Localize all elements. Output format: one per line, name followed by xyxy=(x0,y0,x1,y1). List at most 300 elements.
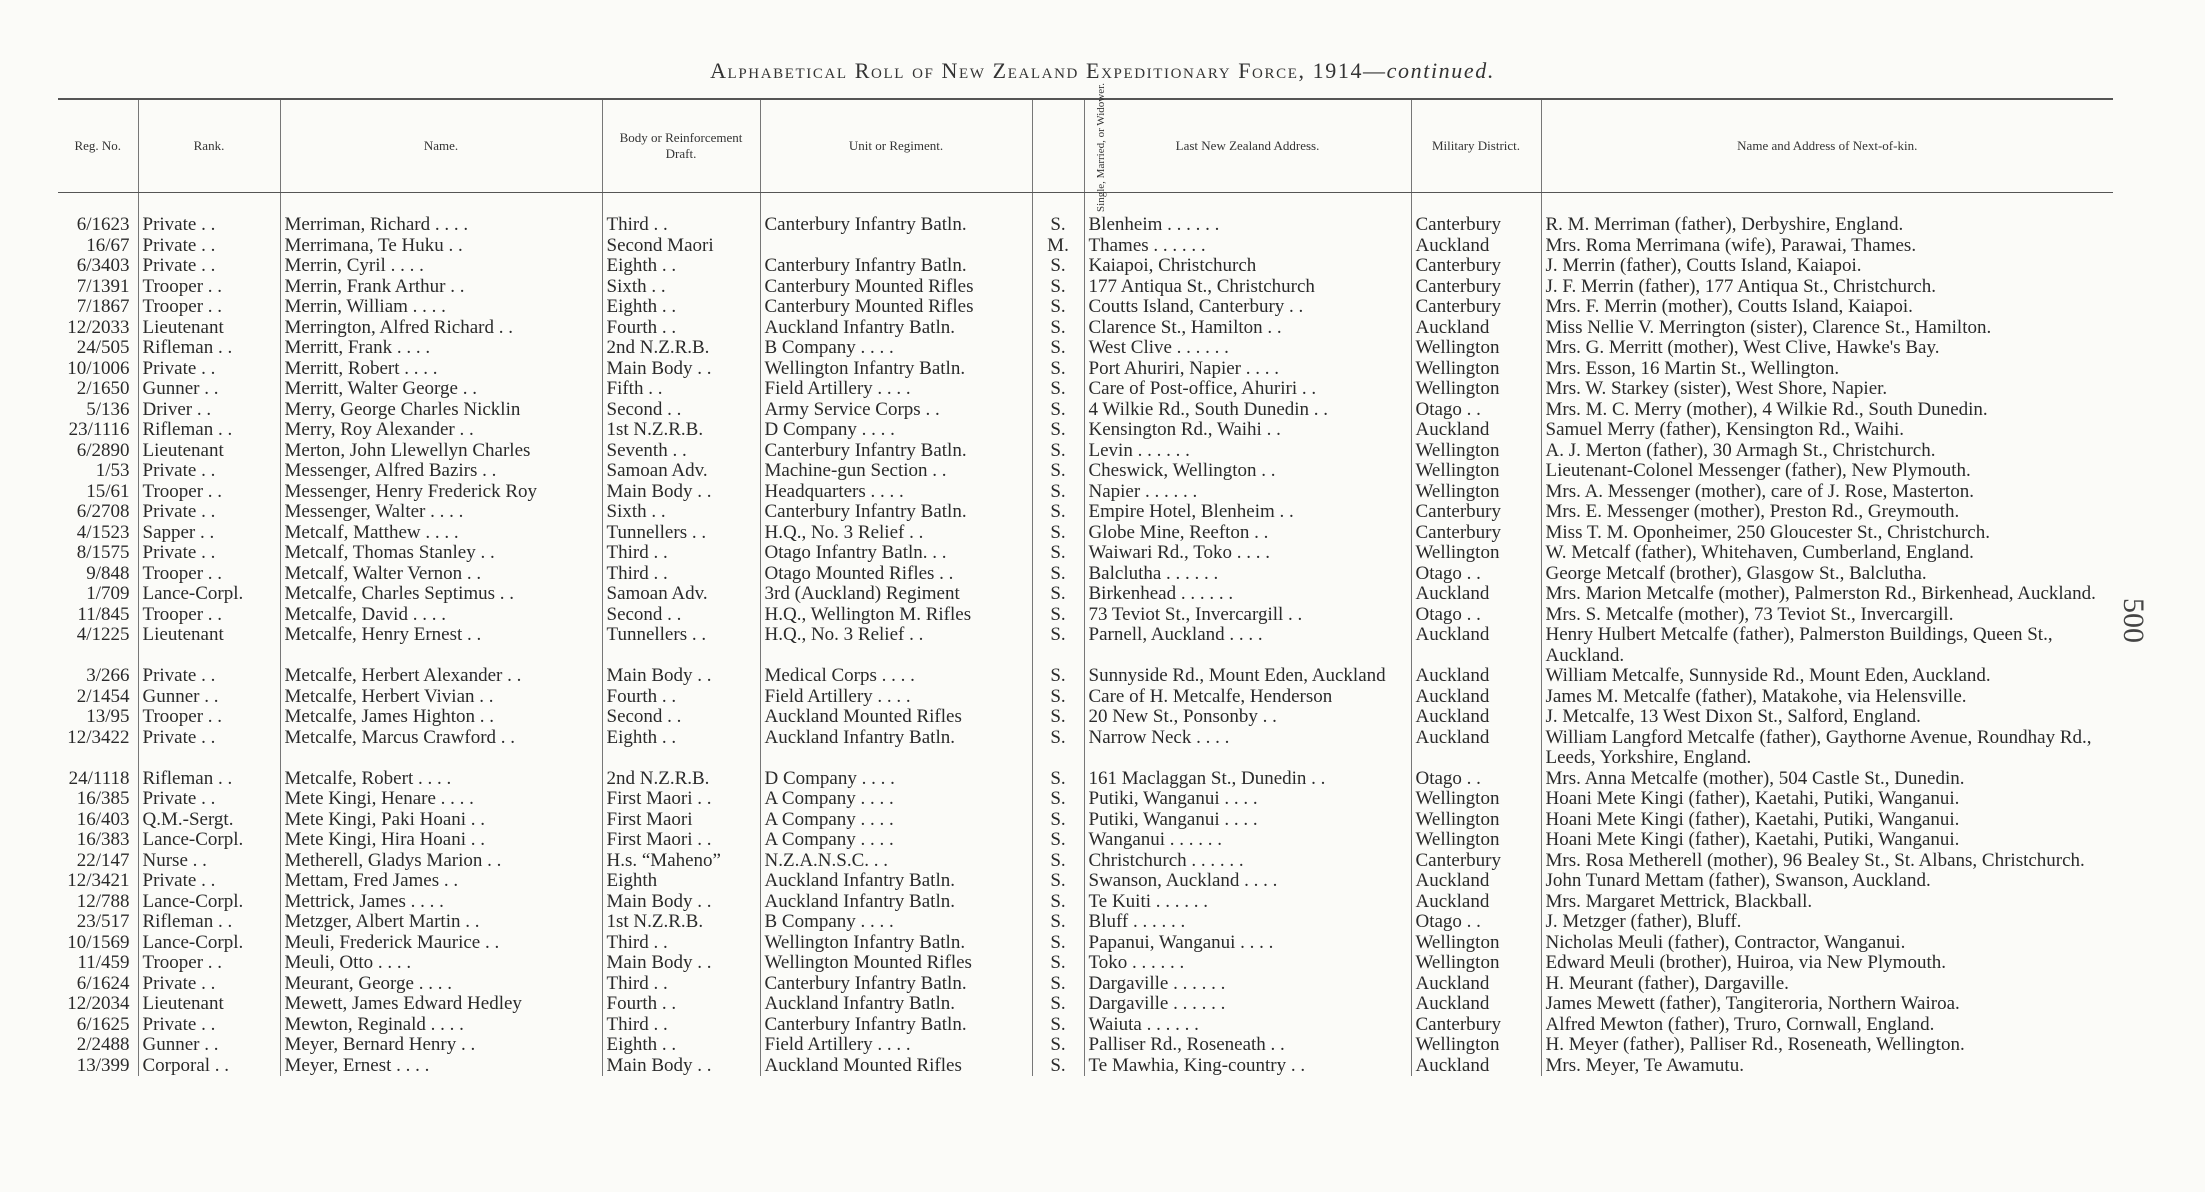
reg-no-cell: 1/53 xyxy=(95,461,130,481)
marital-cell: M. xyxy=(1032,236,1084,257)
unit-cell: Canterbury Mounted Rifles xyxy=(760,297,1032,318)
reg-no-cell: 4/1225 xyxy=(76,625,130,645)
table-row xyxy=(58,810,2113,831)
reg-no-cell: 2/1454 xyxy=(76,686,130,707)
address-cell: 177 Antiqua St., Christchurch xyxy=(1084,277,1411,298)
kin-cell: Mrs. E. Messenger (mother), Preston Rd., Greymouth. xyxy=(1541,502,2113,523)
unit-cell: A Company . . . . xyxy=(760,810,1032,831)
address-cell: Birkenhead . . . . . . xyxy=(1084,584,1411,605)
address-cell: Dargaville . . . . . . xyxy=(1084,994,1411,1015)
kin-cell: William Langford Metcalfe (father), Gaythorne Avenue, Roundhay Rd., Leeds, Yorkshire, England. xyxy=(1541,728,2113,769)
table-row xyxy=(58,584,2113,605)
name-cell: Messenger, Walter . . . . xyxy=(280,502,602,523)
address-cell: Napier . . . . . . xyxy=(1084,482,1411,503)
address-cell: Dargaville . . . . . . xyxy=(1084,974,1411,995)
address-cell: Blenheim . . . . . . xyxy=(1084,193,1411,236)
kin-cell: Mrs. A. Messenger (mother), care of J. Rose, Masterton. xyxy=(1541,482,2113,503)
unit-cell: Otago Mounted Rifles . . xyxy=(760,564,1032,585)
address-cell: 20 New St., Ponsonby . . xyxy=(1084,707,1411,728)
name-cell: Merriman, Richard . . . . xyxy=(280,193,602,236)
rank-cell: Private . . xyxy=(138,359,280,380)
table-row xyxy=(58,994,2113,1015)
district-cell: Auckland xyxy=(1411,892,1541,913)
name-cell: Mete Kingi, Henare . . . . xyxy=(280,789,602,810)
body-cell: First Maori . . xyxy=(602,789,760,810)
kin-cell: Miss Nellie V. Merrington (sister), Clarence St., Hamilton. xyxy=(1541,318,2113,339)
table-row xyxy=(58,974,2113,995)
reg-no-cell: 6/2708 xyxy=(76,502,130,522)
rank-cell: Private . . xyxy=(138,193,280,236)
table-row xyxy=(58,871,2113,892)
marital-cell: S. xyxy=(1032,1015,1084,1036)
district-cell: Canterbury xyxy=(1411,297,1541,318)
name-cell: Mewett, James Edward Hedley xyxy=(280,994,602,1015)
kin-cell: Mrs. S. Metcalfe (mother), 73 Teviot St., Invercargill. xyxy=(1541,605,2113,626)
reg-no-cell: 13/399 xyxy=(76,1055,130,1076)
unit-cell: Auckland Infantry Batln. xyxy=(760,892,1032,913)
rank-cell: Corporal . . xyxy=(138,1056,280,1077)
district-cell: Auckland xyxy=(1411,584,1541,605)
address-cell: Care of Post-office, Ahuriri . . xyxy=(1084,379,1411,400)
reg-no-cell: 2/2488 xyxy=(76,1035,130,1055)
kin-cell: Mrs. Anna Metcalfe (mother), 504 Castle St., Dunedin. xyxy=(1541,769,2113,790)
rank-cell: Lieutenant xyxy=(138,318,280,339)
marital-cell: S. xyxy=(1032,193,1084,236)
district-cell: Wellington xyxy=(1411,830,1541,851)
reg-no-cell: 16/67 xyxy=(86,235,130,256)
rank-cell: Private . . xyxy=(138,666,280,687)
rank-cell: Trooper . . xyxy=(138,953,280,974)
marital-cell: S. xyxy=(1032,871,1084,892)
unit-cell: H.Q., No. 3 Relief . . xyxy=(760,625,1032,666)
body-cell: 1st N.Z.R.B. xyxy=(602,420,760,441)
address-cell: Te Mawhia, King-country . . xyxy=(1084,1056,1411,1077)
unit-cell: 3rd (Auckland) Regiment xyxy=(760,584,1032,605)
kin-cell: J. Merrin (father), Coutts Island, Kaiapoi. xyxy=(1541,256,2113,277)
header-reg-no: Reg. No. xyxy=(58,99,138,193)
marital-cell: S. xyxy=(1032,707,1084,728)
table-row xyxy=(58,789,2113,810)
district-cell: Auckland xyxy=(1411,994,1541,1015)
reg-no-cell: 8/1575 xyxy=(76,543,130,563)
table-row xyxy=(58,502,2113,523)
name-cell: Merrin, William . . . . xyxy=(280,297,602,318)
table-row xyxy=(58,461,2113,482)
unit-cell: Auckland Mounted Rifles xyxy=(760,1056,1032,1077)
body-cell: Fourth . . xyxy=(602,687,760,708)
kin-cell: Lieutenant-Colonel Messenger (father), New Plymouth. xyxy=(1541,461,2113,482)
body-cell: Eighth . . xyxy=(602,728,760,769)
table-row xyxy=(58,379,2113,400)
address-cell: Thames . . . . . . xyxy=(1084,236,1411,257)
marital-cell: S. xyxy=(1032,502,1084,523)
unit-cell: Headquarters . . . . xyxy=(760,482,1032,503)
rank-cell: Private . . xyxy=(138,789,280,810)
header-name: Name. xyxy=(280,99,602,193)
marital-cell: S. xyxy=(1032,974,1084,995)
address-cell: Sunnyside Rd., Mount Eden, Auckland xyxy=(1084,666,1411,687)
unit-cell: D Company . . . . xyxy=(760,769,1032,790)
name-cell: Metcalfe, David . . . . xyxy=(280,605,602,626)
rank-cell: Lieutenant xyxy=(138,441,280,462)
rank-cell: Trooper . . xyxy=(138,564,280,585)
name-cell: Merrimana, Te Huku . . xyxy=(280,236,602,257)
reg-no-cell: 11/459 xyxy=(77,953,130,973)
body-cell: Second . . xyxy=(602,400,760,421)
body-cell: Seventh . . xyxy=(602,441,760,462)
reg-no-cell: 5/136 xyxy=(86,399,130,420)
marital-cell: S. xyxy=(1032,953,1084,974)
unit-cell: Otago Infantry Batln. . . xyxy=(760,543,1032,564)
rank-cell: Lance-Corpl. xyxy=(138,584,280,605)
unit-cell: B Company . . . . xyxy=(760,338,1032,359)
unit-cell xyxy=(760,236,1032,257)
name-cell: Metcalf, Matthew . . . . xyxy=(280,523,602,544)
district-cell: Auckland xyxy=(1411,420,1541,441)
header-district: Military District. xyxy=(1411,99,1541,193)
marital-cell: S. xyxy=(1032,543,1084,564)
table-row xyxy=(58,605,2113,626)
unit-cell: Canterbury Infantry Batln. xyxy=(760,441,1032,462)
rank-cell: Trooper . . xyxy=(138,482,280,503)
table-row xyxy=(58,441,2113,462)
marital-cell: S. xyxy=(1032,379,1084,400)
reg-no-cell: 6/1625 xyxy=(76,1014,130,1035)
body-cell: Second . . xyxy=(602,605,760,626)
body-cell: 2nd N.Z.R.B. xyxy=(602,769,760,790)
rank-cell: Gunner . . xyxy=(138,379,280,400)
rank-cell: Gunner . . xyxy=(138,1035,280,1056)
unit-cell: Canterbury Infantry Batln. xyxy=(760,974,1032,995)
header-row xyxy=(58,99,2113,193)
district-cell: Otago . . xyxy=(1411,605,1541,626)
header-unit: Unit or Regiment. xyxy=(760,99,1032,193)
table-row xyxy=(58,953,2113,974)
table-row xyxy=(58,1015,2113,1036)
name-cell: Mete Kingi, Hira Hoani . . xyxy=(280,830,602,851)
name-cell: Merry, George Charles Nicklin xyxy=(280,400,602,421)
rank-cell: Trooper . . xyxy=(138,707,280,728)
rank-cell: Lance-Corpl. xyxy=(138,892,280,913)
body-cell: Eighth xyxy=(602,871,760,892)
unit-cell: Canterbury Infantry Batln. xyxy=(760,1015,1032,1036)
marital-cell: S. xyxy=(1032,523,1084,544)
kin-cell: Henry Hulbert Metcalfe (father), Palmerston Buildings, Queen St., Auckland. xyxy=(1541,625,2113,666)
rank-cell: Private . . xyxy=(138,1015,280,1036)
name-cell: Mettam, Fred James . . xyxy=(280,871,602,892)
address-cell: Te Kuiti . . . . . . xyxy=(1084,892,1411,913)
unit-cell: Medical Corps . . . . xyxy=(760,666,1032,687)
name-cell: Meuli, Otto . . . . xyxy=(280,953,602,974)
kin-cell: James M. Metcalfe (father), Matakohe, via Helensville. xyxy=(1541,687,2113,708)
kin-cell: Hoani Mete Kingi (father), Kaetahi, Putiki, Wanganui. xyxy=(1541,830,2113,851)
name-cell: Metcalfe, Henry Ernest . . xyxy=(280,625,602,666)
name-cell: Mete Kingi, Paki Hoani . . xyxy=(280,810,602,831)
district-cell: Auckland xyxy=(1411,687,1541,708)
reg-no-cell: 22/147 xyxy=(76,850,130,871)
rank-cell: Private . . xyxy=(138,728,280,769)
address-cell: 73 Teviot St., Invercargill . . xyxy=(1084,605,1411,626)
unit-cell: H.Q., Wellington M. Rifles xyxy=(760,605,1032,626)
table-row xyxy=(58,193,2113,236)
reg-no-cell: 16/383 xyxy=(76,830,130,850)
name-cell: Merritt, Walter George . . xyxy=(280,379,602,400)
reg-no-cell: 6/2890 xyxy=(76,440,130,461)
body-cell: Main Body . . xyxy=(602,359,760,380)
marital-cell: S. xyxy=(1032,769,1084,790)
unit-cell: B Company . . . . xyxy=(760,912,1032,933)
rank-cell: Private . . xyxy=(138,256,280,277)
marital-cell: S. xyxy=(1032,441,1084,462)
address-cell: Parnell, Auckland . . . . xyxy=(1084,625,1411,666)
reg-no-cell: 9/848 xyxy=(86,563,130,584)
address-cell: Christchurch . . . . . . xyxy=(1084,851,1411,872)
district-cell: Otago . . xyxy=(1411,912,1541,933)
table-row xyxy=(58,625,2113,666)
rank-cell: Private . . xyxy=(138,461,280,482)
unit-cell: Canterbury Infantry Batln. xyxy=(760,193,1032,236)
body-cell: Eighth . . xyxy=(602,297,760,318)
district-cell: Canterbury xyxy=(1411,851,1541,872)
body-cell: Fifth . . xyxy=(602,379,760,400)
body-cell: Fourth . . xyxy=(602,318,760,339)
kin-cell: Hoani Mete Kingi (father), Kaetahi, Putiki, Wanganui. xyxy=(1541,789,2113,810)
marital-cell: S. xyxy=(1032,277,1084,298)
address-cell: Empire Hotel, Blenheim . . xyxy=(1084,502,1411,523)
kin-cell: Mrs. M. C. Merry (mother), 4 Wilkie Rd., South Dunedin. xyxy=(1541,400,2113,421)
table-row xyxy=(58,482,2113,503)
table-row xyxy=(58,297,2113,318)
marital-cell: S. xyxy=(1032,482,1084,503)
body-cell: First Maori xyxy=(602,810,760,831)
address-cell: 161 Maclaggan St., Dunedin . . xyxy=(1084,769,1411,790)
address-cell: Levin . . . . . . xyxy=(1084,441,1411,462)
rank-cell: Sapper . . xyxy=(138,523,280,544)
address-cell: Waiwari Rd., Toko . . . . xyxy=(1084,543,1411,564)
kin-cell: J. Metzger (father), Bluff. xyxy=(1541,912,2113,933)
unit-cell: Auckland Infantry Batln. xyxy=(760,318,1032,339)
name-cell: Messenger, Alfred Bazirs . . xyxy=(280,461,602,482)
name-cell: Mettrick, James . . . . xyxy=(280,892,602,913)
rank-cell: Private . . xyxy=(138,974,280,995)
kin-cell: James Mewett (father), Tangiteroria, Northern Wairoa. xyxy=(1541,994,2113,1015)
unit-cell: Field Artillery . . . . xyxy=(760,1035,1032,1056)
body-cell: Fourth . . xyxy=(602,994,760,1015)
body-cell: 2nd N.Z.R.B. xyxy=(602,338,760,359)
address-cell: Papanui, Wanganui . . . . xyxy=(1084,933,1411,954)
table-row xyxy=(58,769,2113,790)
name-cell: Metcalfe, Herbert Alexander . . xyxy=(280,666,602,687)
kin-cell: Miss T. M. Oponheimer, 250 Gloucester St., Christchurch. xyxy=(1541,523,2113,544)
reg-no-cell: 16/403 xyxy=(76,809,130,830)
body-cell: Second Maori xyxy=(602,236,760,257)
header-kin: Name and Address of Next-of-kin. xyxy=(1541,99,2113,193)
body-cell: Third . . xyxy=(602,543,760,564)
address-cell: Kensington Rd., Waihi . . xyxy=(1084,420,1411,441)
marital-cell: S. xyxy=(1032,933,1084,954)
name-cell: Metcalfe, Robert . . . . xyxy=(280,769,602,790)
table-row xyxy=(58,912,2113,933)
name-cell: Metzger, Albert Martin . . xyxy=(280,912,602,933)
rank-cell: Trooper . . xyxy=(138,297,280,318)
marital-cell: S. xyxy=(1032,584,1084,605)
unit-cell: Machine-gun Section . . xyxy=(760,461,1032,482)
district-cell: Wellington xyxy=(1411,543,1541,564)
kin-cell: Nicholas Meuli (father), Contractor, Wanganui. xyxy=(1541,933,2113,954)
kin-cell: A. J. Merton (father), 30 Armagh St., Christchurch. xyxy=(1541,441,2113,462)
district-cell: Canterbury xyxy=(1411,502,1541,523)
body-cell: Sixth . . xyxy=(602,277,760,298)
rank-cell: Gunner . . xyxy=(138,687,280,708)
district-cell: Wellington xyxy=(1411,359,1541,380)
name-cell: Meuli, Frederick Maurice . . xyxy=(280,933,602,954)
name-cell: Merritt, Frank . . . . xyxy=(280,338,602,359)
table-row xyxy=(58,256,2113,277)
body-cell: Second . . xyxy=(602,707,760,728)
name-cell: Metcalfe, Charles Septimus . . xyxy=(280,584,602,605)
address-cell: Kaiapoi, Christchurch xyxy=(1084,256,1411,277)
reg-no-cell: 1/709 xyxy=(86,584,130,604)
unit-cell: Wellington Infantry Batln. xyxy=(760,933,1032,954)
district-cell: Auckland xyxy=(1411,728,1541,769)
kin-cell: R. M. Merriman (father), Derbyshire, England. xyxy=(1541,193,2113,236)
marital-cell: S. xyxy=(1032,318,1084,339)
body-cell: Tunnellers . . xyxy=(602,523,760,544)
district-cell: Auckland xyxy=(1411,1056,1541,1077)
body-cell: Eighth . . xyxy=(602,256,760,277)
name-cell: Metcalfe, James Highton . . xyxy=(280,707,602,728)
rank-cell: Private . . xyxy=(138,543,280,564)
marital-cell: S. xyxy=(1032,461,1084,482)
reg-no-cell: 12/2033 xyxy=(67,317,130,338)
unit-cell: Canterbury Mounted Rifles xyxy=(760,277,1032,298)
header-rank: Rank. xyxy=(138,99,280,193)
marital-cell: S. xyxy=(1032,851,1084,872)
address-cell: Wanganui . . . . . . xyxy=(1084,830,1411,851)
address-cell: Balclutha . . . . . . xyxy=(1084,564,1411,585)
marital-cell: S. xyxy=(1032,810,1084,831)
body-cell: Main Body . . xyxy=(602,666,760,687)
name-cell: Messenger, Henry Frederick Roy xyxy=(280,482,602,503)
table-row xyxy=(58,666,2113,687)
kin-cell: W. Metcalf (father), Whitehaven, Cumberland, England. xyxy=(1541,543,2113,564)
name-cell: Meyer, Ernest . . . . xyxy=(280,1056,602,1077)
body-cell: Third . . xyxy=(602,1015,760,1036)
kin-cell: George Metcalf (brother), Glasgow St., Balclutha. xyxy=(1541,564,2113,585)
district-cell: Otago . . xyxy=(1411,400,1541,421)
marital-cell: S. xyxy=(1032,687,1084,708)
reg-no-cell: 23/1116 xyxy=(68,420,130,440)
reg-no-cell: 4/1523 xyxy=(76,522,130,543)
district-cell: Auckland xyxy=(1411,707,1541,728)
unit-cell: Auckland Infantry Batln. xyxy=(760,871,1032,892)
header-address: Last New Zealand Address. xyxy=(1084,99,1411,193)
rank-cell: Lieutenant xyxy=(138,625,280,666)
body-cell: Samoan Adv. xyxy=(602,584,760,605)
roll-body xyxy=(58,193,2113,1077)
kin-cell: H. Meyer (father), Palliser Rd., Roseneath, Wellington. xyxy=(1541,1035,2113,1056)
unit-cell: Wellington Mounted Rifles xyxy=(760,953,1032,974)
reg-no-cell: 6/1624 xyxy=(76,973,130,994)
rank-cell: Q.M.-Sergt. xyxy=(138,810,280,831)
marital-cell: S. xyxy=(1032,420,1084,441)
reg-no-cell: 11/845 xyxy=(77,604,130,625)
district-cell: Auckland xyxy=(1411,974,1541,995)
district-cell: Wellington xyxy=(1411,1035,1541,1056)
kin-cell: Mrs. Esson, 16 Martin St., Wellington. xyxy=(1541,359,2113,380)
name-cell: Metherell, Gladys Marion . . xyxy=(280,851,602,872)
address-cell: Waiuta . . . . . . xyxy=(1084,1015,1411,1036)
marital-cell: S. xyxy=(1032,789,1084,810)
address-cell: Putiki, Wanganui . . . . xyxy=(1084,810,1411,831)
kin-cell: Mrs. Meyer, Te Awamutu. xyxy=(1541,1056,2113,1077)
address-cell: 4 Wilkie Rd., South Dunedin . . xyxy=(1084,400,1411,421)
address-cell: Care of H. Metcalfe, Henderson xyxy=(1084,687,1411,708)
kin-cell: Mrs. G. Merritt (mother), West Clive, Hawke's Bay. xyxy=(1541,338,2113,359)
page-number: 500 xyxy=(2117,598,2150,643)
kin-cell: John Tunard Mettam (father), Swanson, Auckland. xyxy=(1541,871,2113,892)
body-cell: 1st N.Z.R.B. xyxy=(602,912,760,933)
unit-cell: Canterbury Infantry Batln. xyxy=(760,502,1032,523)
rank-cell: Lance-Corpl. xyxy=(138,933,280,954)
unit-cell: A Company . . . . xyxy=(760,830,1032,851)
name-cell: Merrington, Alfred Richard . . xyxy=(280,318,602,339)
rank-cell: Lance-Corpl. xyxy=(138,830,280,851)
district-cell: Wellington xyxy=(1411,461,1541,482)
address-cell: Toko . . . . . . xyxy=(1084,953,1411,974)
table-row xyxy=(58,338,2113,359)
kin-cell: J. Metcalfe, 13 West Dixon St., Salford, England. xyxy=(1541,707,2113,728)
name-cell: Merton, John Llewellyn Charles xyxy=(280,441,602,462)
rank-cell: Private . . xyxy=(138,236,280,257)
title-continued: continued. xyxy=(1386,58,1495,83)
name-cell: Metcalf, Thomas Stanley . . xyxy=(280,543,602,564)
table-row xyxy=(58,543,2113,564)
reg-no-cell: 7/1391 xyxy=(76,276,130,297)
kin-cell: Samuel Merry (father), Kensington Rd., Waihi. xyxy=(1541,420,2113,441)
body-cell: Third . . xyxy=(602,193,760,236)
marital-cell: S. xyxy=(1032,564,1084,585)
kin-cell: Mrs. Rosa Metherell (mother), 96 Bealey St., St. Albans, Christchurch. xyxy=(1541,851,2113,872)
table-row xyxy=(58,707,2113,728)
district-cell: Canterbury xyxy=(1411,523,1541,544)
body-cell: Main Body . . xyxy=(602,892,760,913)
unit-cell: Field Artillery . . . . xyxy=(760,687,1032,708)
unit-cell: Field Artillery . . . . xyxy=(760,379,1032,400)
name-cell: Meurant, George . . . . xyxy=(280,974,602,995)
table-row xyxy=(58,687,2113,708)
rank-cell: Lieutenant xyxy=(138,994,280,1015)
district-cell: Wellington xyxy=(1411,789,1541,810)
reg-no-cell: 13/95 xyxy=(86,707,130,727)
unit-cell: Canterbury Infantry Batln. xyxy=(760,256,1032,277)
marital-cell: S. xyxy=(1032,297,1084,318)
table-row xyxy=(58,523,2113,544)
kin-cell: Edward Meuli (brother), Huiroa, via New Plymouth. xyxy=(1541,953,2113,974)
district-cell: Auckland xyxy=(1411,871,1541,892)
rank-cell: Rifleman . . xyxy=(138,769,280,790)
table-row xyxy=(58,933,2113,954)
address-cell: West Clive . . . . . . xyxy=(1084,338,1411,359)
kin-cell: Hoani Mete Kingi (father), Kaetahi, Putiki, Wanganui. xyxy=(1541,810,2113,831)
address-cell: Palliser Rd., Roseneath . . xyxy=(1084,1035,1411,1056)
reg-no-cell: 12/3421 xyxy=(67,871,130,891)
table-row xyxy=(58,236,2113,257)
unit-cell: Army Service Corps . . xyxy=(760,400,1032,421)
name-cell: Meyer, Bernard Henry . . xyxy=(280,1035,602,1056)
table-row xyxy=(58,830,2113,851)
marital-cell: S. xyxy=(1032,256,1084,277)
